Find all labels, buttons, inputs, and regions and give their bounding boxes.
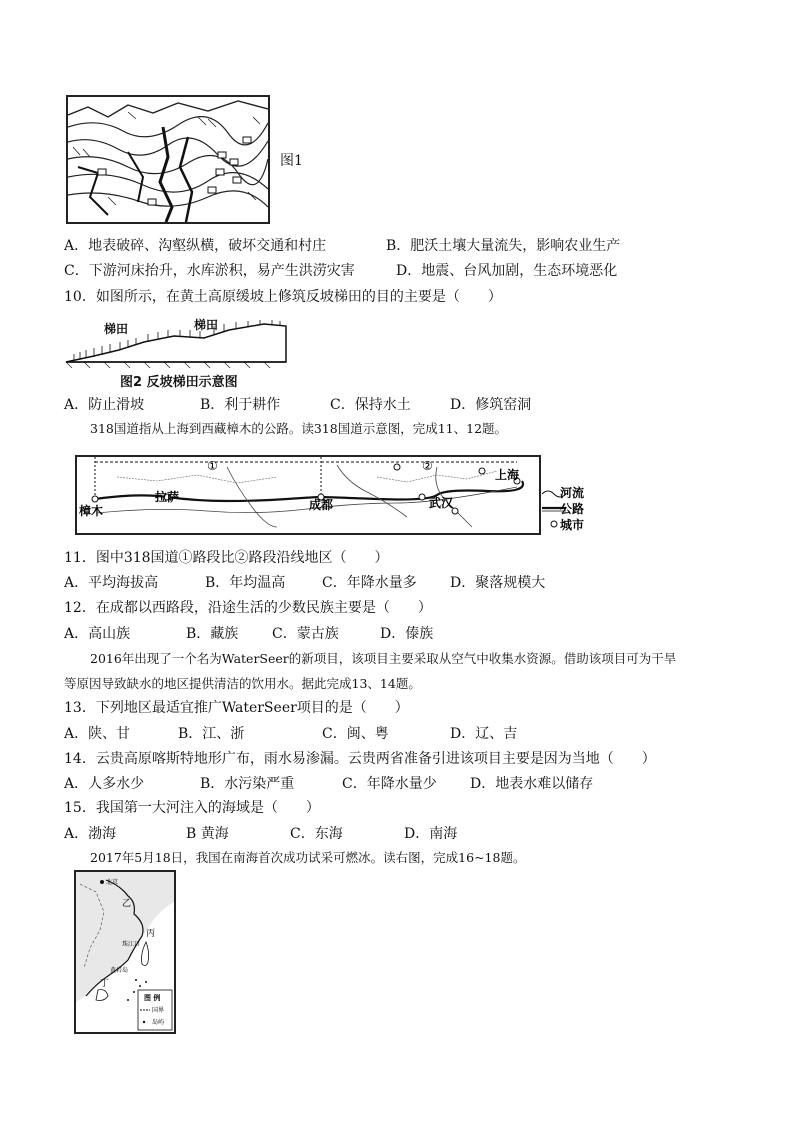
q9-option-c[interactable]: C．下游河床抬升，水库淤积，易产生洪涝灾害	[64, 263, 355, 279]
figure-2-terrace-diagram	[64, 316, 290, 368]
map-label-beijing: 北京	[106, 879, 119, 886]
legend-city-symbol	[551, 521, 557, 527]
q10-option-a[interactable]: A．防止滑坡	[64, 397, 145, 413]
map-318-legend	[540, 484, 600, 534]
map-china-south-sea	[74, 870, 176, 1034]
china-coast-sketch	[76, 872, 174, 1032]
q12-option-c[interactable]: C．蒙古族	[272, 626, 339, 642]
terrace-label-2: 梯田	[194, 318, 219, 332]
city-zhangmu: 樟木	[79, 504, 104, 518]
reverse-slope-terrace-profile	[64, 316, 290, 368]
q12-option-a[interactable]: A．高山族	[64, 626, 131, 642]
figure-1-label: 图1	[280, 153, 303, 169]
q13-option-a[interactable]: A．陕、甘	[64, 726, 131, 742]
q12-option-b[interactable]: B．藏族	[186, 626, 239, 642]
map-label-yi: 乙	[122, 899, 132, 909]
q11-stem: 11．图中318国道①路段比②路段沿线地区（ ）	[64, 550, 389, 566]
legend-city: 城市	[560, 518, 585, 532]
q14-option-a[interactable]: A．人多水少	[64, 776, 145, 792]
legend-island-symbol	[143, 1021, 145, 1023]
map-label-ding: 丁	[100, 979, 110, 989]
highway-route-sketch	[77, 457, 539, 533]
q10-option-c[interactable]: C．保持水土	[330, 397, 411, 413]
map-legend-border: 国界	[152, 1007, 165, 1014]
passage-waterseer-line1: 2016年出现了一个名为WaterSeer的新项目，该项目主要采取从空气中收集水资源。借助该项目可为干旱	[90, 651, 677, 666]
city-chengdu: 成都	[309, 498, 334, 512]
terrace-label-1: 梯田	[104, 322, 129, 336]
q14-stem: 14．云贵高原喀斯特地形广布，雨水易渗漏。云贵两省准备引进该项目主要是因为当地（ ）	[64, 751, 656, 767]
q15-option-d[interactable]: D．南海	[404, 826, 458, 842]
passage-waterseer-line2: 等原因导致缺水的地区提供清洁的饮用水。据此完成13、14题。	[64, 676, 421, 691]
map-label-huangyan-island: 黄岩岛	[110, 967, 129, 974]
q14-option-c[interactable]: C．年降水量少	[342, 776, 437, 792]
segment-1-marker: ①	[207, 459, 218, 473]
map-label-bing: 丙	[146, 929, 156, 939]
q9-option-a[interactable]: A．地表破碎、沟壑纵横，破坏交通和村庄	[64, 238, 327, 254]
map-318-legend-symbols	[540, 484, 600, 534]
q9-option-d[interactable]: D．地震、台风加剧，生态环境恶化	[396, 263, 618, 279]
legend-river: 河流	[560, 486, 585, 500]
q10-stem: 10．如图所示，在黄土高原缓坡上修筑反坡梯田的目的主要是（ ）	[64, 289, 502, 305]
q9-option-b[interactable]: B．肥沃土壤大量流失，影响农业生产	[386, 238, 621, 254]
q11-option-d[interactable]: D．聚落规模大	[450, 575, 546, 591]
q13-option-d[interactable]: D．辽、吉	[450, 726, 518, 742]
q12-stem: 12．在成都以西路段，沿途生活的少数民族主要是（ ）	[64, 600, 432, 616]
passage-318-highway: 318国道指从上海到西藏樟木的公路。读318国道示意图，完成11、12题。	[90, 421, 508, 436]
city-wuhan: 武汉	[429, 496, 454, 510]
q12-option-d[interactable]: D．傣族	[380, 626, 434, 642]
map-318-highway	[75, 455, 541, 535]
q15-option-b[interactable]: B 黄海	[186, 826, 229, 842]
q13-option-c[interactable]: C．闽、粤	[322, 726, 389, 742]
q15-stem: 15．我国第一大河注入的海域是（ ）	[64, 800, 320, 816]
map-legend-island: 岛屿	[152, 1019, 165, 1026]
q15-option-a[interactable]: A．渤海	[64, 826, 117, 842]
q15-option-c[interactable]: C．东海	[290, 826, 343, 842]
q11-option-a[interactable]: A．平均海拔高	[64, 575, 159, 591]
q13-option-b[interactable]: B．江、浙	[178, 726, 245, 742]
figure-1-loess-landscape	[66, 95, 270, 224]
city-shanghai: 上海	[495, 468, 520, 482]
city-lhasa: 拉萨	[155, 490, 180, 504]
q13-stem: 13．下列地区最适宜推广WaterSeer项目的是（ ）	[64, 700, 409, 716]
figure-2-caption: 图2 反坡梯田示意图	[120, 375, 238, 390]
map-label-pearl-river-mouth: 珠江口	[122, 941, 141, 948]
q11-option-c[interactable]: C．年降水量多	[322, 575, 417, 591]
q14-option-d[interactable]: D．地表水难以储存	[470, 776, 594, 792]
q10-option-b[interactable]: B．利于耕作	[200, 397, 281, 413]
q10-option-d[interactable]: D．修筑窑洞	[450, 397, 532, 413]
segment-2-marker: ②	[422, 459, 433, 473]
loess-landscape-sketch	[68, 97, 268, 222]
map-legend-title: 图 例	[144, 994, 161, 1002]
q14-option-b[interactable]: B．水污染严重	[200, 776, 295, 792]
legend-road: 公路	[560, 502, 585, 516]
passage-combustible-ice: 2017年5月18日，我国在南海首次成功试采可燃冰。读右图，完成16~18题。	[90, 850, 526, 865]
q11-option-b[interactable]: B．年均温高	[205, 575, 286, 591]
